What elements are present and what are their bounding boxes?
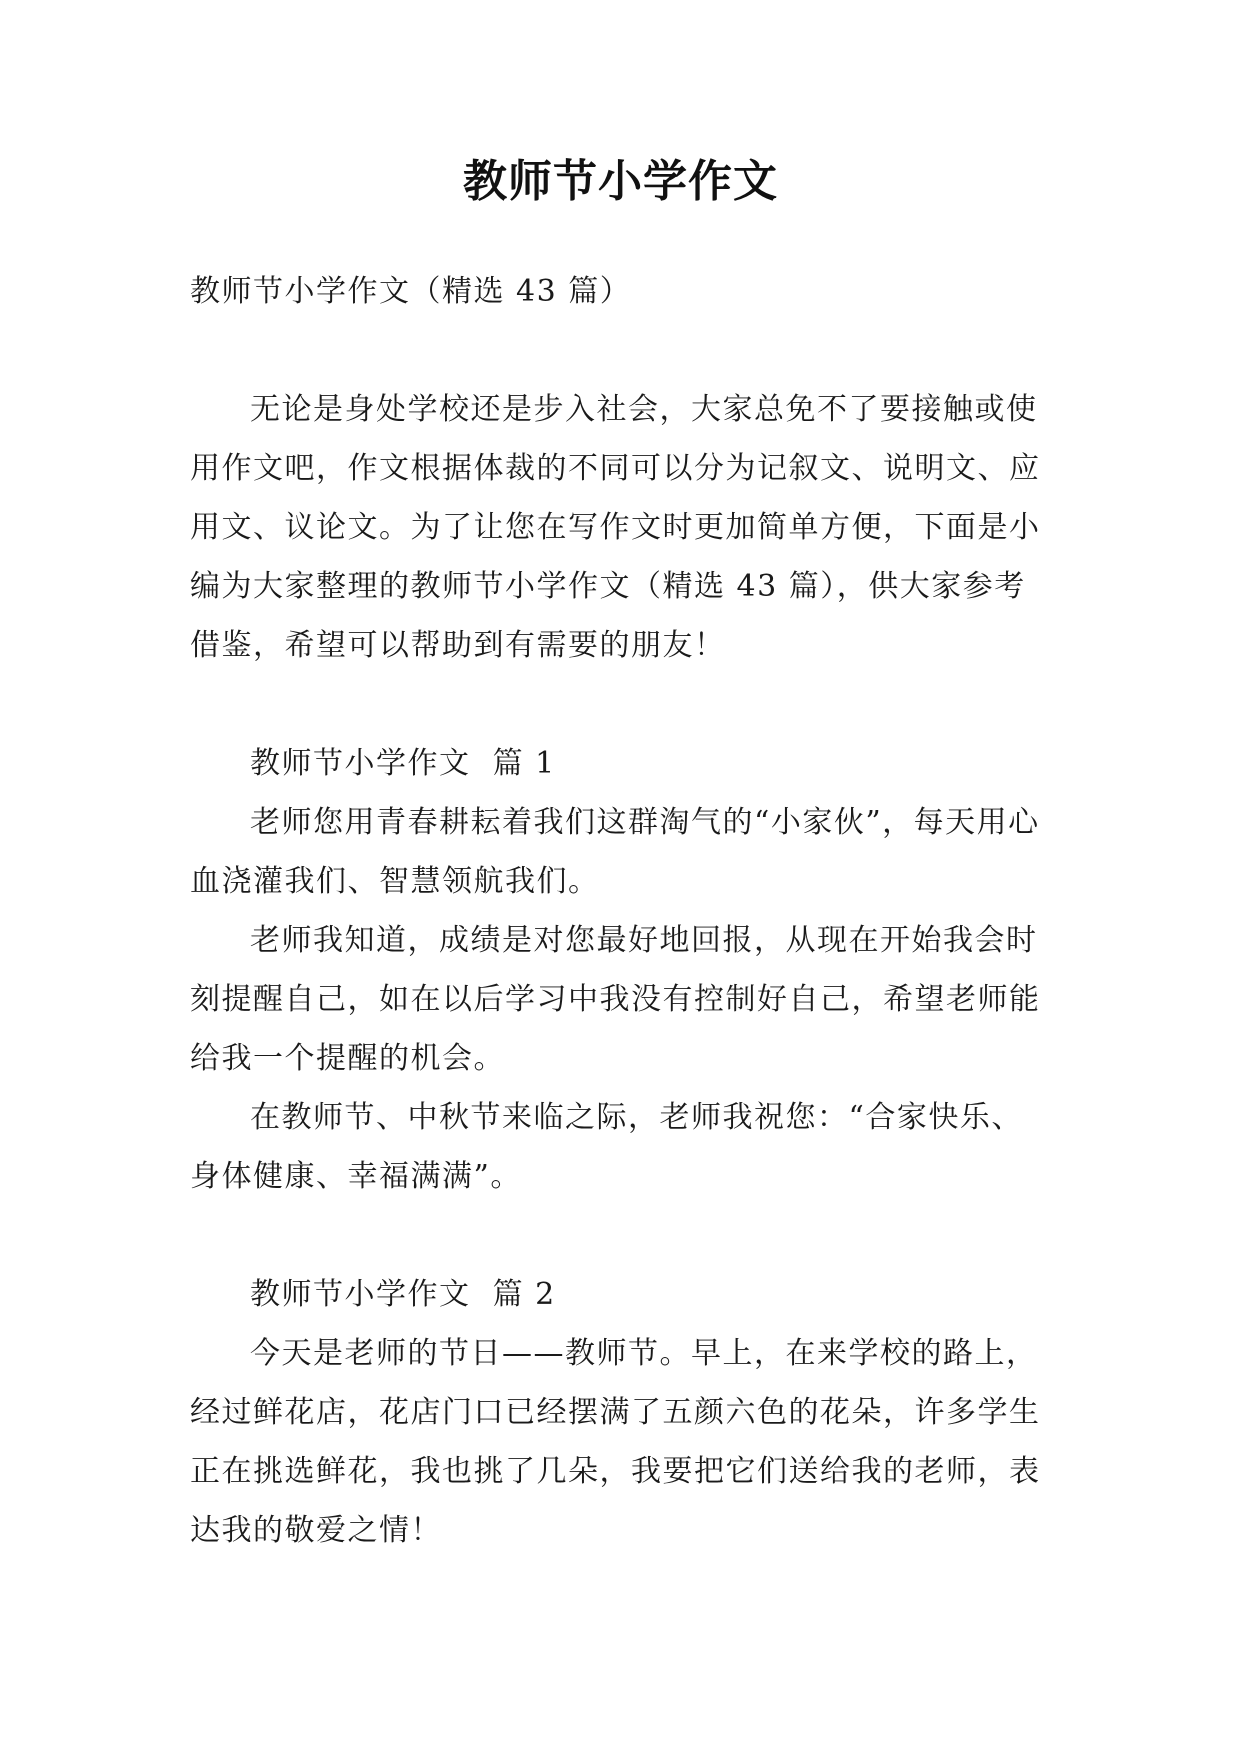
section-1-paragraph-1: 老师您用青春耕耘着我们这群淘气的“小家伙”，每天用心血浇灌我们、智慧领航我们。: [190, 805, 1040, 899]
section-2-paragraph-1: 今天是老师的节日——教师节。早上，在来学校的路上，经过鲜花店，花店门口已经摆满了五颜六色的花朵，许多学生正在挑选鲜花，我也挑了几朵，我要把它们送给我的老师，表达我的敬爱之情！: [190, 1336, 1041, 1548]
document-subtitle: 教师节小学作文（精选 43 篇）: [190, 274, 632, 309]
document-title: 教师节小学作文: [463, 156, 778, 207]
section-1-paragraph-2: 老师我知道，成绩是对您最好地回报，从现在开始我会时刻提醒自己，如在以后学习中我没有控制好自己，希望老师能给我一个提醒的机会。: [190, 923, 1041, 1076]
document-body: [190, 262, 1050, 1560]
section-heading-2: 教师节小学作文 篇 2: [250, 1277, 556, 1312]
section-heading-1: 教师节小学作文 篇 1: [250, 746, 556, 781]
section-1-paragraph-3: 在教师节、中秋节来临之际，老师我祝您：“合家快乐、身体健康、幸福满满”。: [190, 1100, 1023, 1194]
intro-paragraph: 无论是身处学校还是步入社会，大家总免不了要接触或使用作文吧，作文根据体裁的不同可以分为记叙文、说明文、应用文、议论文。为了让您在写作文时更加简单方便，下面是小编为大家整理的教师节小学作文（精选 43 篇），供大家参考借鉴，希望可以帮助到有需要的朋友！: [190, 392, 1041, 663]
